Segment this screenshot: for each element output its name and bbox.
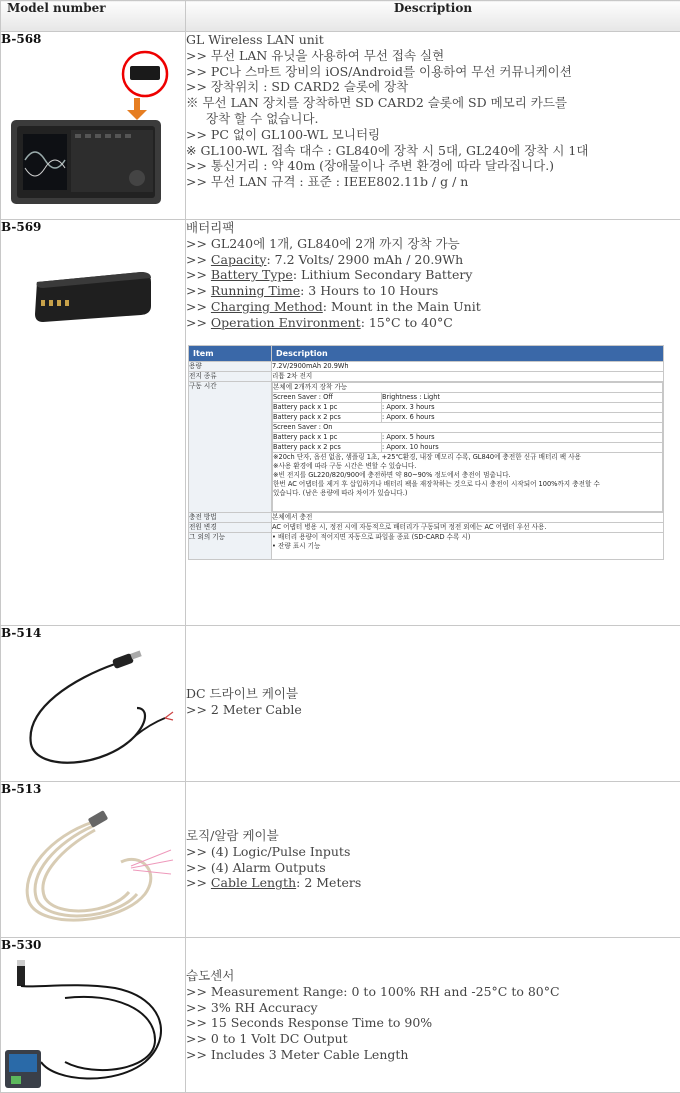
spec-value: : 15°C to 40°C <box>360 314 453 330</box>
spec-line: >> Cable Length: 2 Meters <box>186 875 362 891</box>
spec-line: >> Operation Environment: 15°C to 40°C <box>186 314 453 330</box>
spec-value: : 2 Meters <box>296 875 362 891</box>
spec-value: : Mount in the Main Unit <box>322 298 481 314</box>
sub-cell: : Aporx. 10 hours <box>382 442 663 452</box>
sub-cell: : Aporx. 6 hours <box>382 412 663 422</box>
notes-cell <box>273 452 663 511</box>
description-cell <box>186 626 680 782</box>
desc-line: >> Includes 3 Meter Cable Length <box>186 1046 409 1062</box>
feature-line: • 배터리 용량이 적어지면 자동으로 파일을 종료 (SD-CARD 수록 시) <box>272 532 471 541</box>
spec-line: >> Running Time: 3 Hours to 10 Hours <box>186 283 439 299</box>
desc-header: Description <box>272 345 664 361</box>
description-cell <box>186 32 680 220</box>
feature-line: • 잔량 표시 기능 <box>272 541 321 550</box>
spec-key: 그 외의 기능 <box>189 532 272 559</box>
spec-line: >> Charging Method: Mount in the Main Unit <box>186 298 481 314</box>
desc-line: >> 통신거리 : 약 40m (장애물이나 주변 환경에 따라 달라집니다.) <box>186 158 555 174</box>
desc-title: DC 드라이브 케이블 <box>186 686 299 701</box>
model-number: B-514 <box>1 626 42 640</box>
sub-cell: Battery pack x 1 pc <box>273 432 382 442</box>
desc-note: ※ 무선 LAN 장치를 장착하면 SD CARD2 슬롯에 SD 메모리 카드를 <box>186 95 567 111</box>
model-cell <box>1 626 186 782</box>
model-cell <box>1 782 186 938</box>
desc-line: >> 장착위치 : SD CARD2 슬롯에 장착 <box>186 79 409 95</box>
desc-line: >> PC 없이 GL100-WL 모니터링 <box>186 126 381 142</box>
spec-key: Battery Type <box>210 267 293 283</box>
model-number: B-513 <box>1 782 42 796</box>
note-line: 있습니다. (남은 용량에 따라 차이가 있습니다.) <box>273 488 408 497</box>
desc-line: >> GL240에 1개, GL840에 2개 까지 장착 가능 <box>186 235 460 251</box>
model-number: B-569 <box>1 220 42 234</box>
model-number: B-568 <box>1 32 42 46</box>
sub-cell: Battery pack x 2 pcs <box>273 442 382 452</box>
table-row <box>1 220 680 626</box>
model-cell <box>1 32 186 220</box>
note-line: ※사용 환경에 따라 구동 시간은 변할 수 있습니다. <box>273 461 417 470</box>
spec-value: : 7.2 Volts/ 2900 mAh / 20.9Wh <box>266 251 464 267</box>
table-row <box>1 782 680 938</box>
table-row <box>1 32 680 220</box>
battery-spec-table <box>188 345 664 560</box>
desc-note-cont: 장착 할 수 없습니다. <box>206 110 319 126</box>
desc-line: >> PC나 스마트 장비의 iOS/Android를 이용하여 무선 커뮤니케이션 <box>186 63 572 79</box>
spec-value: 본체에서 충전 <box>272 512 664 522</box>
sub-cell: : Aporx. 3 hours <box>382 402 663 412</box>
desc-line: >> 3% RH Accuracy <box>186 999 318 1015</box>
desc-note: ※ GL100-WL 접속 대수 : GL840에 장착 시 5대, GL240에 장착 시 1대 <box>186 142 589 158</box>
desc-line: >> (4) Alarm Outputs <box>186 859 326 875</box>
spec-value <box>272 532 664 559</box>
humidity-sensor-image <box>5 958 181 1090</box>
run-top: 본체에 2개까지 장착 가능 <box>273 382 663 392</box>
desc-title: GL Wireless LAN unit <box>186 32 324 47</box>
sub-cell: Screen Saver : Off <box>273 392 382 402</box>
desc-title: 로직/알람 케이블 <box>186 828 279 843</box>
header-row <box>1 1 680 32</box>
spec-key: Running Time <box>210 283 301 299</box>
sub-cell: Screen Saver : On <box>273 422 663 432</box>
model-cell <box>1 220 186 626</box>
desc-line: >> 무선 LAN 규격 : 표준 : IEEE802.11b / g / n <box>186 174 469 190</box>
spec-key: 충전 방법 <box>189 512 272 522</box>
spec-line: >> Battery Type: Lithium Secondary Battery <box>186 267 473 283</box>
desc-title: 습도센서 <box>186 968 235 983</box>
spec-key: Cable Length <box>210 875 297 891</box>
desc-line: >> 15 Seconds Response Time to 90% <box>186 1015 433 1031</box>
table-row <box>1 938 680 1093</box>
run-time-table <box>272 382 663 512</box>
model-cell <box>1 938 186 1093</box>
spec-value: : 3 Hours to 10 Hours <box>300 283 439 299</box>
logic-alarm-cable-image <box>11 802 179 934</box>
spec-value: 7.2V/2900mAh 20.9Wh <box>272 361 664 371</box>
desc-line: >> 0 to 1 Volt DC Output <box>186 1031 348 1047</box>
model-number-header: Model number <box>1 1 186 32</box>
desc-line: >> 2 Meter Cable <box>186 701 302 717</box>
item-header: Item <box>189 345 272 361</box>
note-line: ※20ch 단자, 옵션 없음, 샘플링 1초, +25℃환경, 내장 메모리 수록, GL840에 충전한 신규 배터리 팩 사용 <box>273 452 581 461</box>
spec-value: AC 어댑터 병용 시, 정전 시에 자동적으로 배터리가 구동되며 정전 외에는 AC 어댑터 우선 사용. <box>272 522 664 532</box>
desc-line: >> 무선 LAN 유닛을 사용하여 무선 접속 실현 <box>186 47 445 63</box>
description-header: Description <box>186 1 680 32</box>
table-row <box>1 626 680 782</box>
sub-cell: Battery pack x 1 pc <box>273 402 382 412</box>
note-line: 한번 AC 어댑터를 제거 후 삽입하거나 배터리 팩을 재장착하는 것으로 다시 충전이 시작되어 100%까지 충전할 수 <box>273 479 600 488</box>
description-cell <box>186 938 680 1093</box>
sub-cell: : Aporx. 5 hours <box>382 432 663 442</box>
note-line: ※빈 전지를 GL220/820/900에 충전하면 약 80~90% 정도에서 충전이 멈춥니다. <box>273 470 511 479</box>
spec-line: >> Capacity: 7.2 Volts/ 2900 mAh / 20.9Wh <box>186 251 464 267</box>
desc-title: 배터리팩 <box>186 220 235 235</box>
spec-key: Operation Environment <box>210 314 361 330</box>
sub-cell: Battery pack x 2 pcs <box>273 412 382 422</box>
spec-value: 리튬 2차 전지 <box>272 371 664 381</box>
model-number: B-530 <box>1 938 42 952</box>
spec-key: 전지 종류 <box>189 371 272 381</box>
spec-key: 용량 <box>189 361 272 371</box>
desc-line: >> (4) Logic/Pulse Inputs <box>186 843 351 859</box>
spec-key: 전원 변경 <box>189 522 272 532</box>
spec-key: Charging Method <box>210 298 323 314</box>
run-time-cell <box>272 381 664 512</box>
description-cell <box>186 220 680 626</box>
spec-key: 구동 시간 <box>189 381 272 512</box>
desc-line: >> Measurement Range: 0 to 100% RH and -25°C to 80°C <box>186 983 560 999</box>
battery-pack-image <box>29 260 159 330</box>
dc-drive-cable-image <box>15 648 175 776</box>
spec-value: : Lithium Secondary Battery <box>292 267 473 283</box>
spec-key: Capacity <box>210 251 267 267</box>
sub-cell: Brightness : Light <box>382 392 663 402</box>
wireless-lan-unit-image <box>9 48 179 208</box>
description-cell <box>186 782 680 938</box>
